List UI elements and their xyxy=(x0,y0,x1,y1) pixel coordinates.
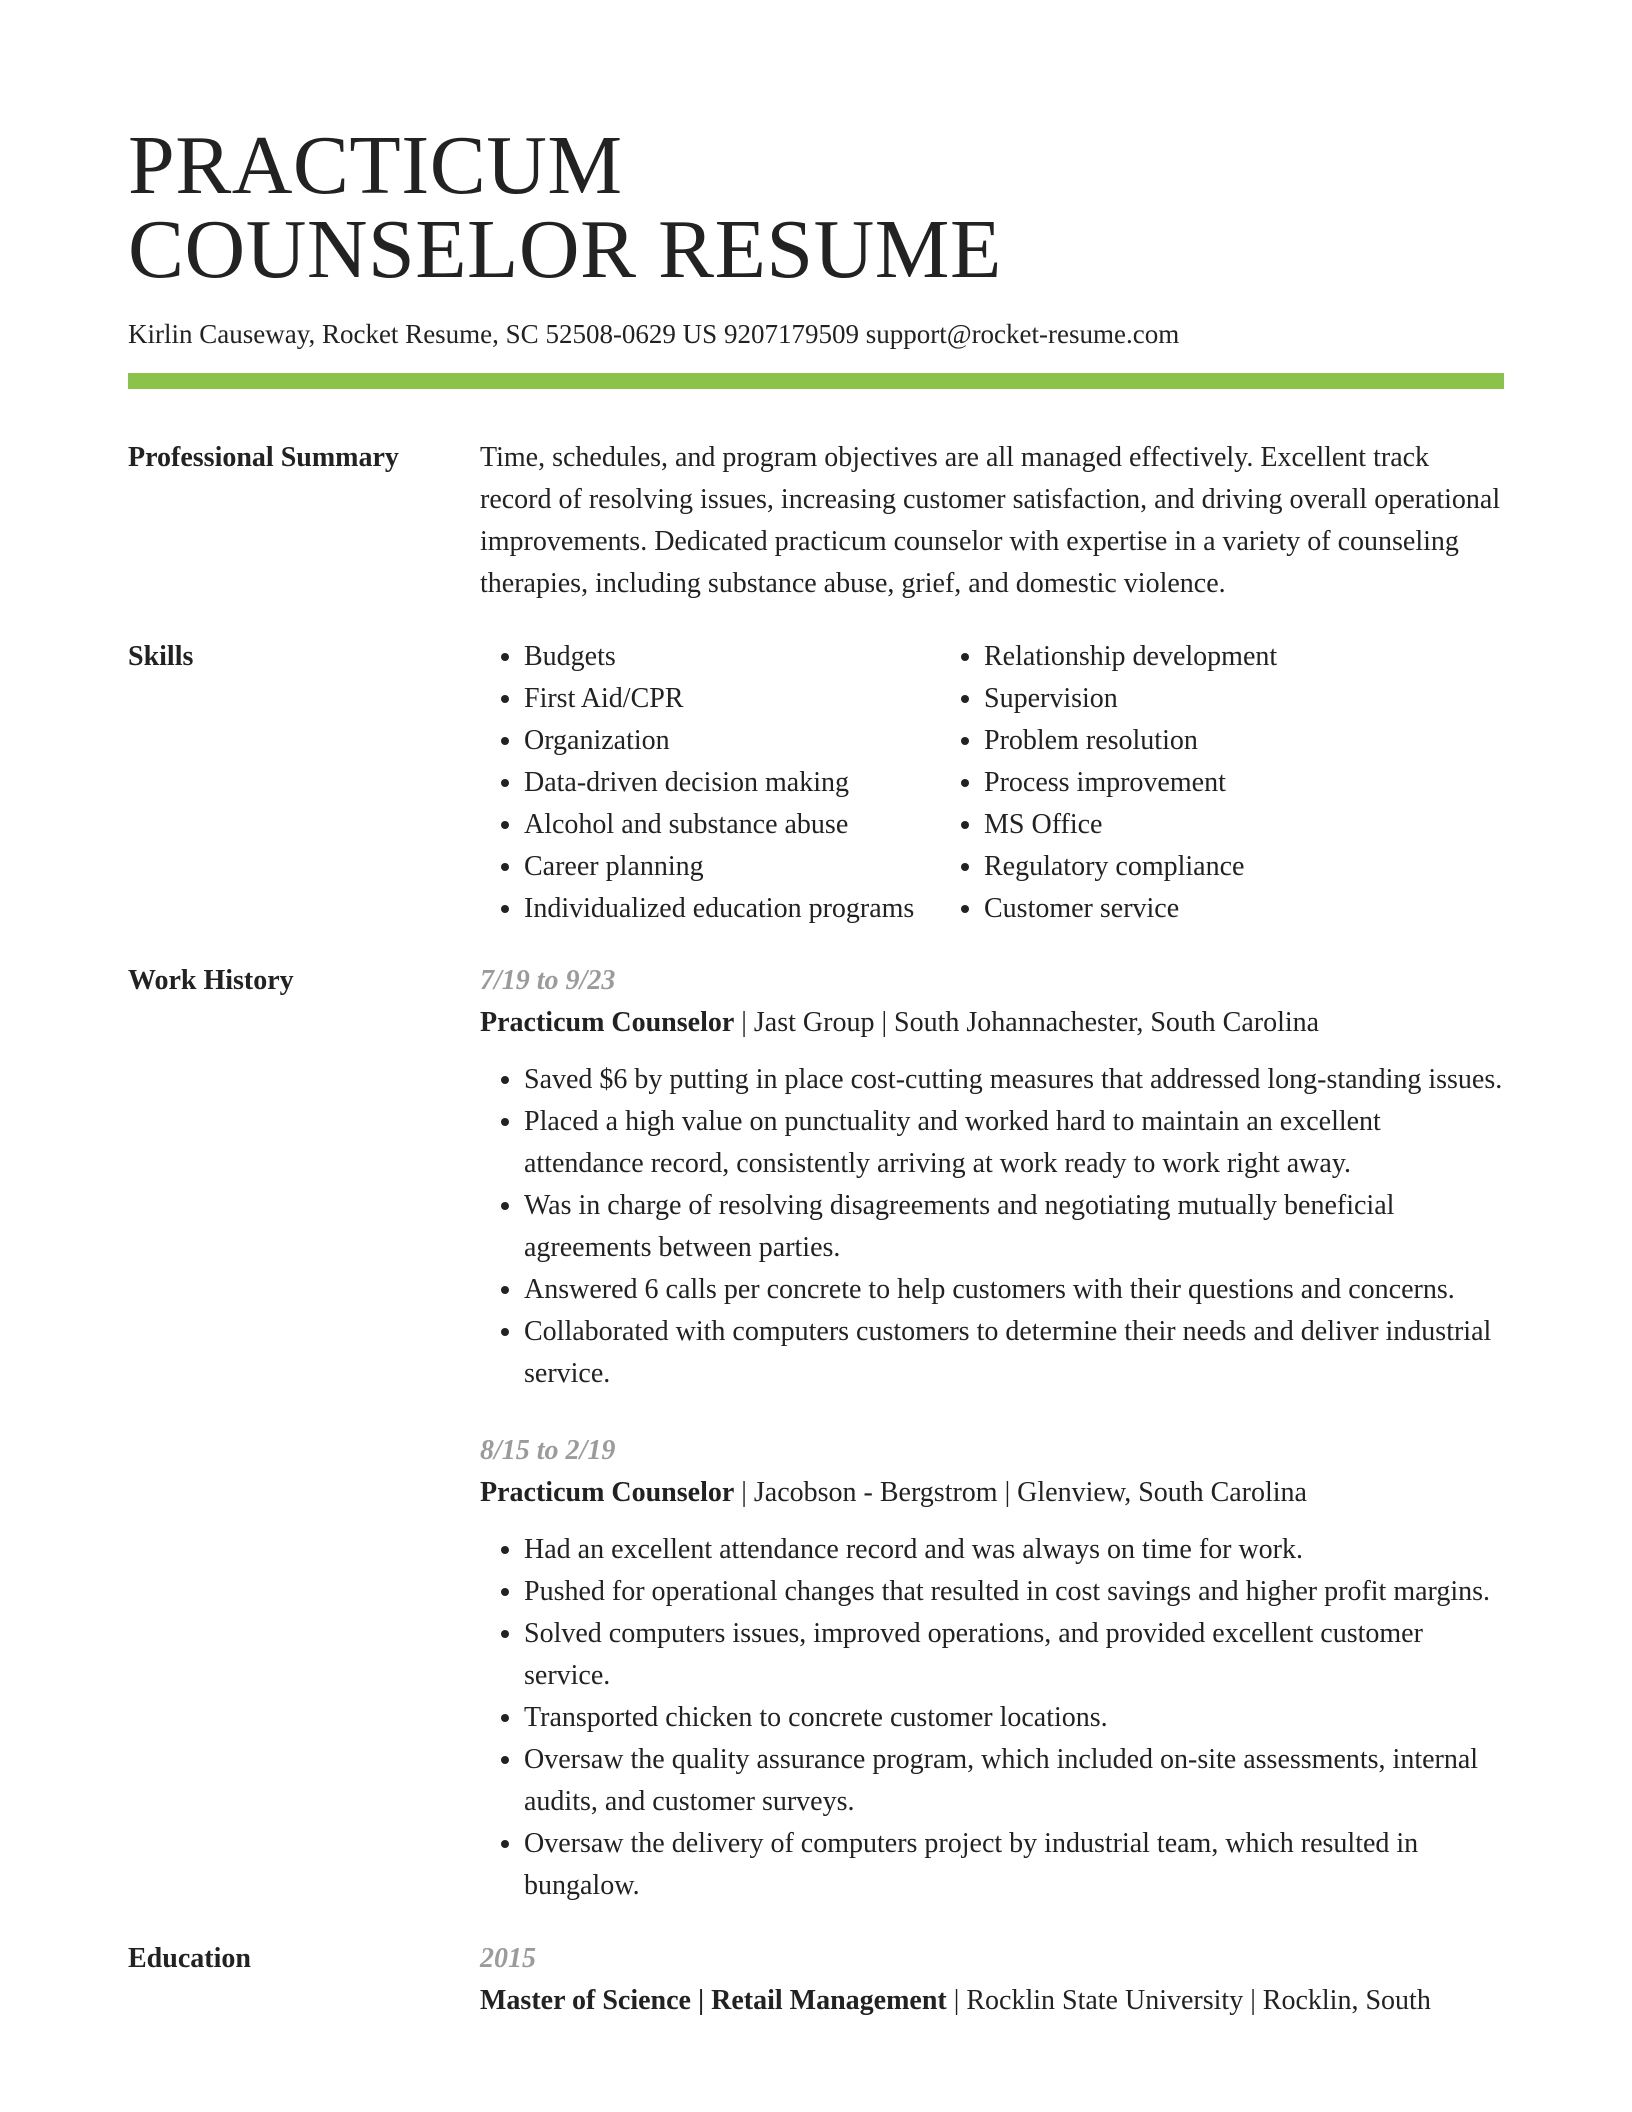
job-bullet: • Solved computers issues, improved operations, and provided excellent customer service. xyxy=(524,1613,1504,1697)
header-accent-rule xyxy=(128,373,1504,389)
skills-columns xyxy=(480,636,1504,930)
job-details: | Jacobson - Bergstrom | Glenview, South Carolina xyxy=(734,1477,1307,1508)
job-heading xyxy=(480,1472,1504,1514)
job-dates: 8/15 to 2/19 xyxy=(480,1435,616,1466)
resume-title-line-2: COUNSELOR RESUME xyxy=(128,203,1002,296)
resume-page xyxy=(128,0,1504,2022)
section-professional-summary xyxy=(128,437,1504,605)
education-heading xyxy=(480,1980,1504,2022)
job-bullet: • Pushed for operational changes that resulted in cost savings and higher profit margins. xyxy=(524,1571,1504,1613)
skill-item: • Process improvement xyxy=(984,762,1444,804)
job-details: | Jast Group | South Johannachester, South Carolina xyxy=(734,1007,1320,1038)
skills-body xyxy=(480,636,1504,930)
skill-item: • First Aid/CPR xyxy=(524,678,940,720)
section-education xyxy=(128,1938,1504,2022)
resume-title xyxy=(128,0,1504,296)
job-entry xyxy=(480,1430,1504,1907)
job-bullet-list xyxy=(480,1059,1504,1395)
job-bullet: • Collaborated with computers customers to determine their needs and deliver industrial service. xyxy=(524,1311,1504,1395)
skill-item: • Regulatory compliance xyxy=(984,846,1444,888)
resume-title-line-1: PRACTICUM xyxy=(128,119,623,212)
skill-item: • Organization xyxy=(524,720,940,762)
skill-item: • Relationship development xyxy=(984,636,1444,678)
section-label-education: Education xyxy=(128,1943,251,1974)
education-degree: Master of Science | Retail Management xyxy=(480,1985,947,2016)
job-bullet: • Had an excellent attendance record and was always on time for work. xyxy=(524,1529,1504,1571)
summary-body xyxy=(480,437,1504,605)
skill-item: • Career planning xyxy=(524,846,940,888)
section-skills xyxy=(128,636,1504,930)
job-entry xyxy=(480,960,1504,1395)
job-bullet: • Transported chicken to concrete customer locations. xyxy=(524,1697,1504,1739)
education-body xyxy=(480,1938,1504,2022)
skill-item: • Customer service xyxy=(984,888,1444,930)
job-heading xyxy=(480,1002,1504,1044)
skill-item: • Supervision xyxy=(984,678,1444,720)
skill-item: • Individualized education programs xyxy=(524,888,940,930)
summary-text: Time, schedules, and program objectives are all managed effectively. Excellent track record of resolving issues, increasing customer satisfaction, and driving overall operational improvements. Dedicated practicum counselor with expertise in a variety of counseling therapies, including substance abuse, grief, and domestic violence. xyxy=(480,442,1501,599)
job-bullet: • Oversaw the delivery of computers project by industrial team, which resulted in bungalow. xyxy=(524,1823,1504,1907)
education-dates: 2015 xyxy=(480,1943,536,1974)
job-dates: 7/19 to 9/23 xyxy=(480,965,616,996)
section-label-skills: Skills xyxy=(128,641,194,672)
skill-item: • Data-driven decision making xyxy=(524,762,940,804)
job-title: Practicum Counselor xyxy=(480,1007,735,1038)
skill-item: • MS Office xyxy=(984,804,1444,846)
job-bullet: • Was in charge of resolving disagreements and negotiating mutually beneficial agreements between parties. xyxy=(524,1185,1504,1269)
skill-item: • Alcohol and substance abuse xyxy=(524,804,940,846)
job-bullet: • Oversaw the quality assurance program, which included on-site assessments, internal audits, and customer surveys. xyxy=(524,1739,1504,1823)
contact-line: Kirlin Causeway, Rocket Resume, SC 52508-0629 US 9207179509 support@rocket-resume.com xyxy=(128,319,1180,349)
work-history-body xyxy=(480,960,1504,1907)
job-title: Practicum Counselor xyxy=(480,1477,735,1508)
section-work-history xyxy=(128,960,1504,1907)
skills-list-right xyxy=(940,636,1444,930)
job-bullet: • Answered 6 calls per concrete to help customers with their questions and concerns. xyxy=(524,1269,1504,1311)
skills-list-left xyxy=(480,636,940,930)
skill-item: • Budgets xyxy=(524,636,940,678)
section-label-work-history: Work History xyxy=(128,965,294,996)
section-label-summary: Professional Summary xyxy=(128,442,399,473)
job-bullet: • Saved $6 by putting in place cost-cutting measures that addressed long-standing issues. xyxy=(524,1059,1504,1101)
skill-item: • Problem resolution xyxy=(984,720,1444,762)
job-bullet-list xyxy=(480,1529,1504,1907)
job-bullet: • Placed a high value on punctuality and worked hard to maintain an excellent attendance record, consistently arriving at work ready to work right away. xyxy=(524,1101,1504,1185)
education-details: | Rocklin State University | Rocklin, South xyxy=(946,1985,1431,2016)
